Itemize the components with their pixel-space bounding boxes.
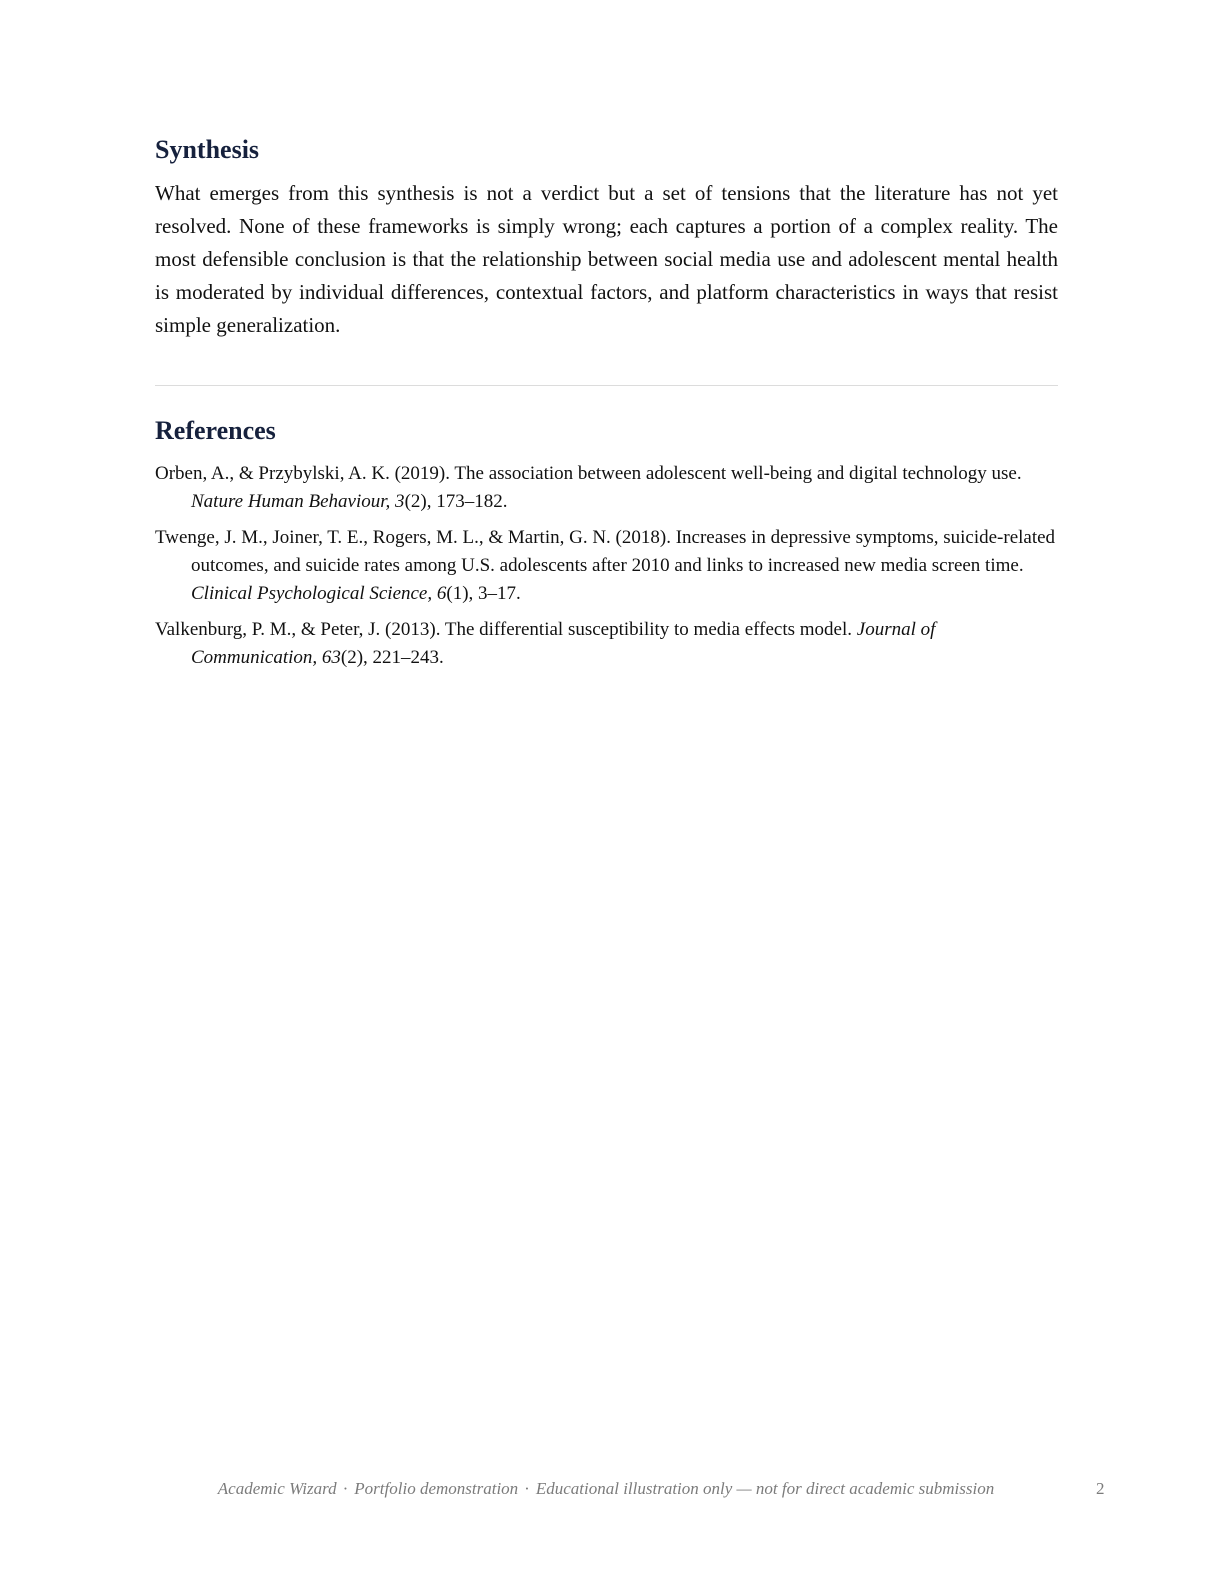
reference-journal: Nature Human Behaviour, 3 [191,491,405,512]
reference-citation: Twenge, J. M., Joiner, T. E., Rogers, M. L., & Martin, G. N. (2018). Increases in depressive symptoms, suicide-related outcomes, and suicide rates among U.S. adolescents after 2010 and links to increased new media screen time. [155,527,1056,576]
footer-brand: Academic Wizard [217,1479,337,1498]
references-heading: References [155,416,276,445]
reference-citation: Valkenburg, P. M., & Peter, J. (2013). The differential susceptibility to media effects model. [155,619,857,640]
references-section [155,413,1058,672]
reference-issue-pages: (2), 173–182. [404,491,508,512]
synthesis-section [155,132,1058,342]
reference-journal: Clinical Psychological Science, 6 [191,583,447,604]
footer-separator: · [524,1479,530,1498]
reference-item [155,460,1058,516]
footer-note [0,1479,1212,1499]
page-footer [0,1479,1224,1503]
reference-item [155,524,1058,608]
reference-issue-pages: (1), 3–17. [446,583,521,604]
reference-journal: Journal of Communication, 63 [191,619,936,668]
reference-list [155,460,1058,672]
reference-citation: Orben, A., & Przybylski, A. K. (2019). The association between adolescent well-being and digital technology use. [155,463,1022,484]
reference-item [155,616,1058,672]
footer-separator: · [342,1479,349,1498]
synthesis-heading: Synthesis [155,135,260,164]
footer-disclaimer: Educational illustration only — not for direct academic submission [535,1479,995,1498]
reference-issue-pages: (2), 221–243. [340,647,444,668]
page-content [155,132,1058,680]
page-number: 2 [1096,1479,1105,1498]
section-divider [155,385,1058,386]
footer-label: Portfolio demonstration [354,1479,519,1498]
synthesis-paragraph: What emerges from this synthesis is not a verdict but a set of tensions that the literature has not yet resolved. None of these frameworks is simply wrong; each captures a portion of a complex reality. The most defensible conclusion is that the relationship between social media use and adolescent mental health is moderated by individual differences, contextual factors, and platform characteristics in ways that resist simple generalization. [155,181,1058,337]
